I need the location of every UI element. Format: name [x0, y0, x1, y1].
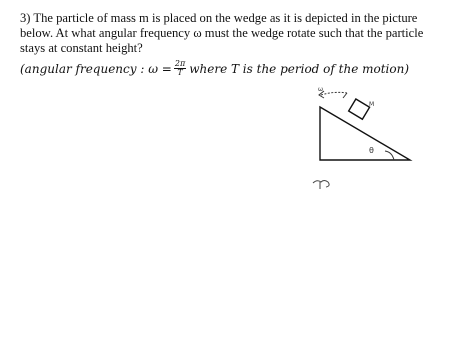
fraction-numerator: 2π — [174, 59, 186, 68]
two-pi-over-t-fraction — [174, 60, 186, 77]
omega-label: ω — [318, 86, 324, 93]
omega-symbol — [313, 181, 329, 188]
wedge-outline — [320, 107, 410, 160]
angle-arc — [385, 151, 394, 160]
mass-label: M — [369, 101, 375, 108]
angle-label: θ — [369, 146, 374, 155]
problem-line-2: below. At what angular frequency ω must the wedge rotate such that the particle — [20, 26, 424, 40]
problem-line-1: 3) The particle of mass m is placed on the wedge as it is depicted in the picture — [20, 11, 418, 25]
angular-frequency-formula — [20, 60, 409, 77]
problem-text — [20, 11, 460, 56]
fraction-denominator: T — [177, 68, 183, 77]
formula-suffix: where T is the period of the motion) — [189, 61, 410, 76]
problem-line-3: stays at constant height? — [20, 41, 143, 55]
rotation-arrow-tail — [343, 93, 347, 98]
mass-block — [349, 99, 370, 119]
rotation-arrow — [321, 92, 347, 95]
formula-prefix: (angular frequency : ω = — [20, 61, 172, 76]
